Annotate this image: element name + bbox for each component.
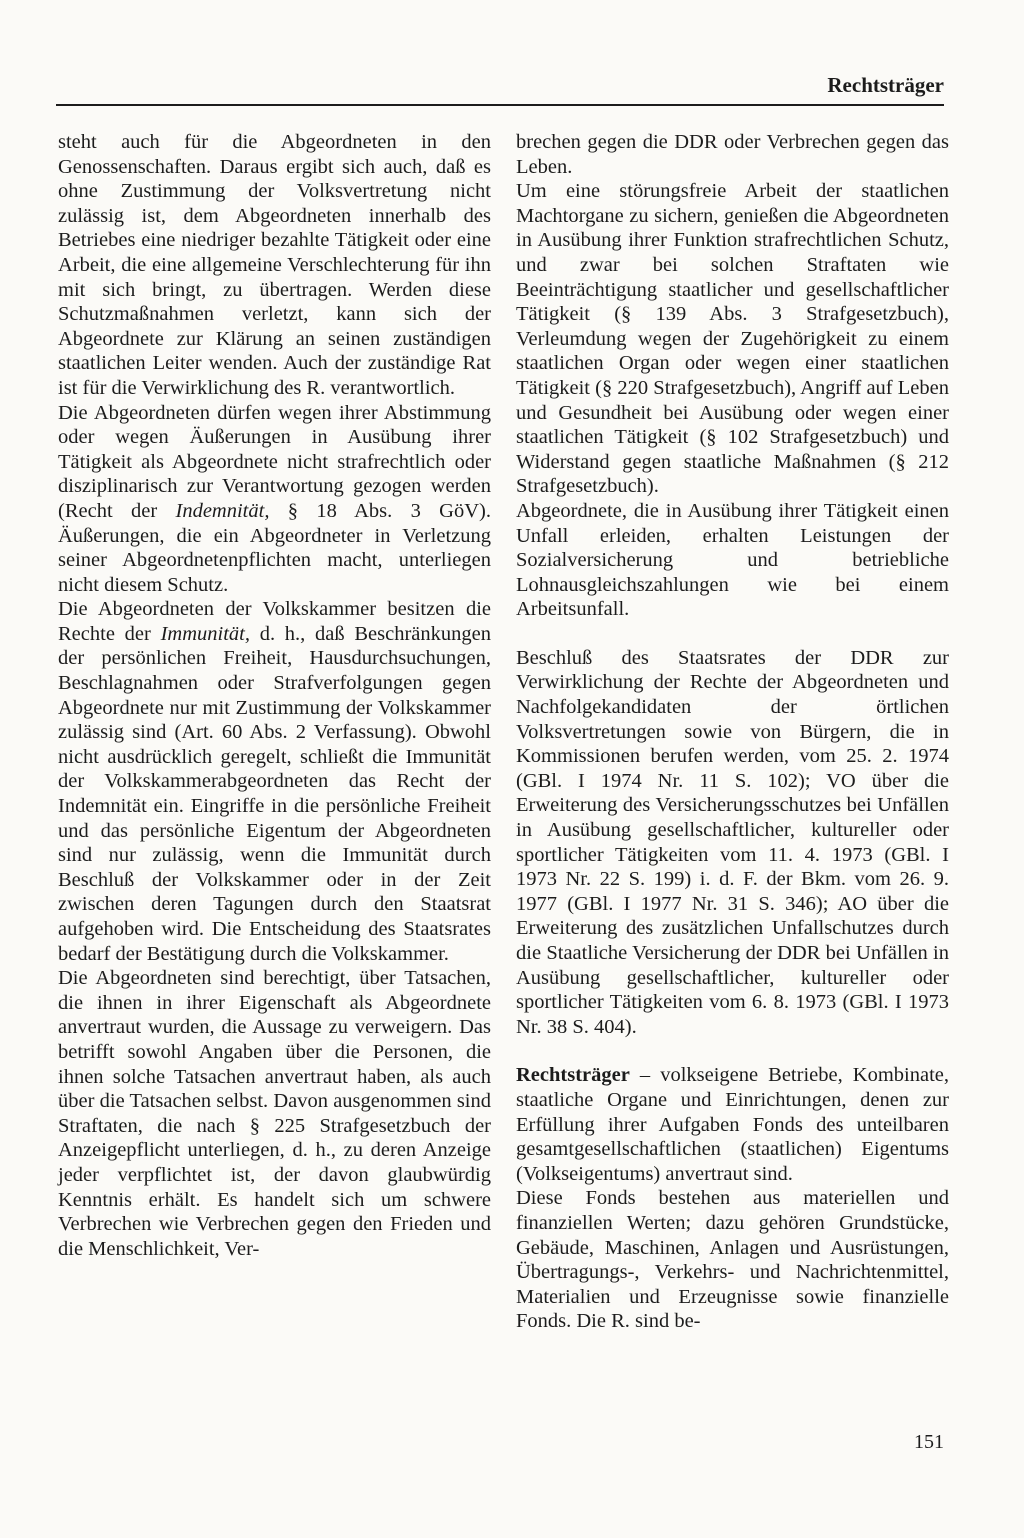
running-title: Rechtsträger xyxy=(827,73,944,97)
paragraph: Die Abgeordneten sind berechtigt, über Tatsachen, die ihnen in ihrer Eigenschaft als Abgeordnete anvertraut wurden, die Aussage zu verweigern. Das betrifft sowohl Angaben über die Personen, die ihnen solche Tatsachen anvertraut haben, als auch über die Tatsachen selbst. Davon ausgenommen sind Straftaten, die nach § 225 Strafgesetzbuch der Anzeigepflicht unterliegen, d. h., zu deren Anzeige jeder verpflichtet ist, der davon glaubwürdig Kenntnis erhält. Es handelt sich um schwere Verbrechen wie Verbrechen gegen den Frieden und die Menschlichkeit, Ver- xyxy=(58,967,491,1260)
entry-term: Rechtsträger xyxy=(516,1064,630,1087)
paragraph-text: Die Abgeordneten dürfen wegen ihrer Abstimmung oder wegen Äußerungen in Ausübung ihrer Tätigkeit als Abgeordnete nicht strafrechtlich oder disziplinarisch zur Verantwortung gezogen werden (Recht der xyxy=(58,401,491,522)
dictionary-entry xyxy=(516,1063,949,1186)
right-column xyxy=(516,130,949,1334)
paragraph: Um eine störungsfreie Arbeit der staatlichen Machtorgane zu sichern, genießen die Abgeordneten in Ausübung ihrer Funktion strafrechtlichen Schutz, und zwar bei solchen Straftaten wie Beeinträchtigung staatlicher und gesellschaftlicher Tätigkeit (§ 139 Abs. 3 Strafgesetzbuch), Verleumdung wegen der Zugehörigkeit zu einem staatlichen Organ oder wegen einer staatlichen Tätigkeit (§ 220 Strafgesetzbuch), Angriff auf Leben und Gesundheit bei Ausübung oder wegen einer staatlichen Tätigkeit (§ 102 Strafgesetzbuch) und Widerstand gegen staatliche Maßnahmen (§ 212 Strafgesetzbuch). xyxy=(516,180,949,498)
paragraph: brechen gegen die DDR oder Verbrechen gegen das Leben. xyxy=(516,131,949,178)
paragraph-text: d. h., daß Beschränkungen der persönlichen Freiheit, Hausdurchsuchungen, Beschlagnahmen oder Strafverfolgungen gegen Abgeordnete nur mit Zustimmung der Volkskammer zulässig sind (Art. 60 Abs. 2 Verfassung). Obwohl nicht ausdrücklich geregelt, schließt die Immunität der Volkskammerabgeordneten das Recht der Indemnität ein. Eingriffe in die persönliche Freiheit und das persönliche Eigentum der Abgeordneten sind nur zulässig, wenn die Immunität durch Beschluß der Volkskammer oder in der Zeit zwischen deren Tagungen durch den Staatsrat aufgehoben wird. Die Entscheidung des Staatsrates bedarf der Bestätigung durch die Volkskammer. xyxy=(58,622,491,965)
page-number: 151 xyxy=(914,1431,944,1453)
emphasis-term: Immunität, xyxy=(160,622,250,645)
header-rule xyxy=(56,104,944,106)
paragraph: Diese Fonds bestehen aus materiellen und finanziellen Werten; dazu gehören Grundstücke, Gebäude, Maschinen, Anlagen und Ausrüstungen, Übertragungs-, Verkehrs- und Nachrichtenmittel, Materialien und Erzeugnisse sowie finanzielle Fonds. Die R. sind be- xyxy=(516,1187,949,1333)
paragraph-text: Die Abgeordneten der Volkskammer besitzen die Rechte der xyxy=(58,598,491,645)
left-column xyxy=(58,130,491,1261)
paragraph: Abgeordnete, die in Ausübung ihrer Tätigkeit einen Unfall erleiden, erhalten Leistungen der Sozialversicherung und betriebliche Lohnausgleichszahlungen wie bei einem Arbeitsunfall. xyxy=(516,499,949,621)
emphasis-term: Indemnität, xyxy=(175,499,270,522)
paragraph-text: § 18 Abs. 3 GöV). Äußerungen, die ein Abgeordneter in Verletzung seiner Abgeordnetenpflichten macht, unterliegen nicht diesem Schutz. xyxy=(58,499,491,596)
legal-references: Beschluß des Staatsrates der DDR zur Verwirklichung der Rechte der Abgeordneten und Nachfolgekandidaten der örtlichen Volksvertretungen sowie von Bürgern, die in Kommissionen berufen werden, vom 25. 2. 1974 (GBl. I 1974 Nr. 11 S. 102); VO über die Erweiterung des Versicherungsschutzes bei Unfällen in Ausübung gesellschaftlicher, kultureller oder sportlicher Tätigkeiten vom 11. 4. 1973 (GBl. I 1973 Nr. 22 S. 199) i. d. F. der Bkm. vom 26. 9. 1977 (GBl. I 1977 Nr. 31 S. 346); AO über die Erweiterung des zusätzlichen Unfallschutzes durch die Staatliche Versicherung der DDR bei Unfällen in Ausübung gesellschaftlicher, kultureller oder sportlicher Tätigkeiten vom 6. 8. 1973 (GBl. I 1973 Nr. 38 S. 404). xyxy=(516,646,949,1038)
paragraph: steht auch für die Abgeordneten in den Genossenschaften. Daraus ergibt sich auch, daß es ohne Zustimmung der Volksvertretung nicht zulässig ist, dem Abgeordneten innerhalb des Betriebes eine niedriger bezahlte Tätigkeit oder eine Arbeit, die eine allgemeine Verschlechterung für ihn mit sich bringt, zu übertragen. Werden diese Schutzmaßnahmen verletzt, kann sich der Abgeordnete zur Klärung an seinen zuständigen staatlichen Leiter wenden. Auch der zuständige Rat ist für die Verwirklichung des R. verantwortlich. xyxy=(58,131,491,399)
paragraph xyxy=(58,401,491,598)
entry-definition: – volkseigene Betriebe, Kombinate, staatliche Organe und Einrichtungen, denen zur Erfüllung ihrer Aufgaben Fonds des unteilbaren gesamtgesellschaftlichen (staatlichen) Eigentums (Volkseigentums) anvertraut sind. xyxy=(516,1064,949,1185)
paragraph xyxy=(58,597,491,966)
